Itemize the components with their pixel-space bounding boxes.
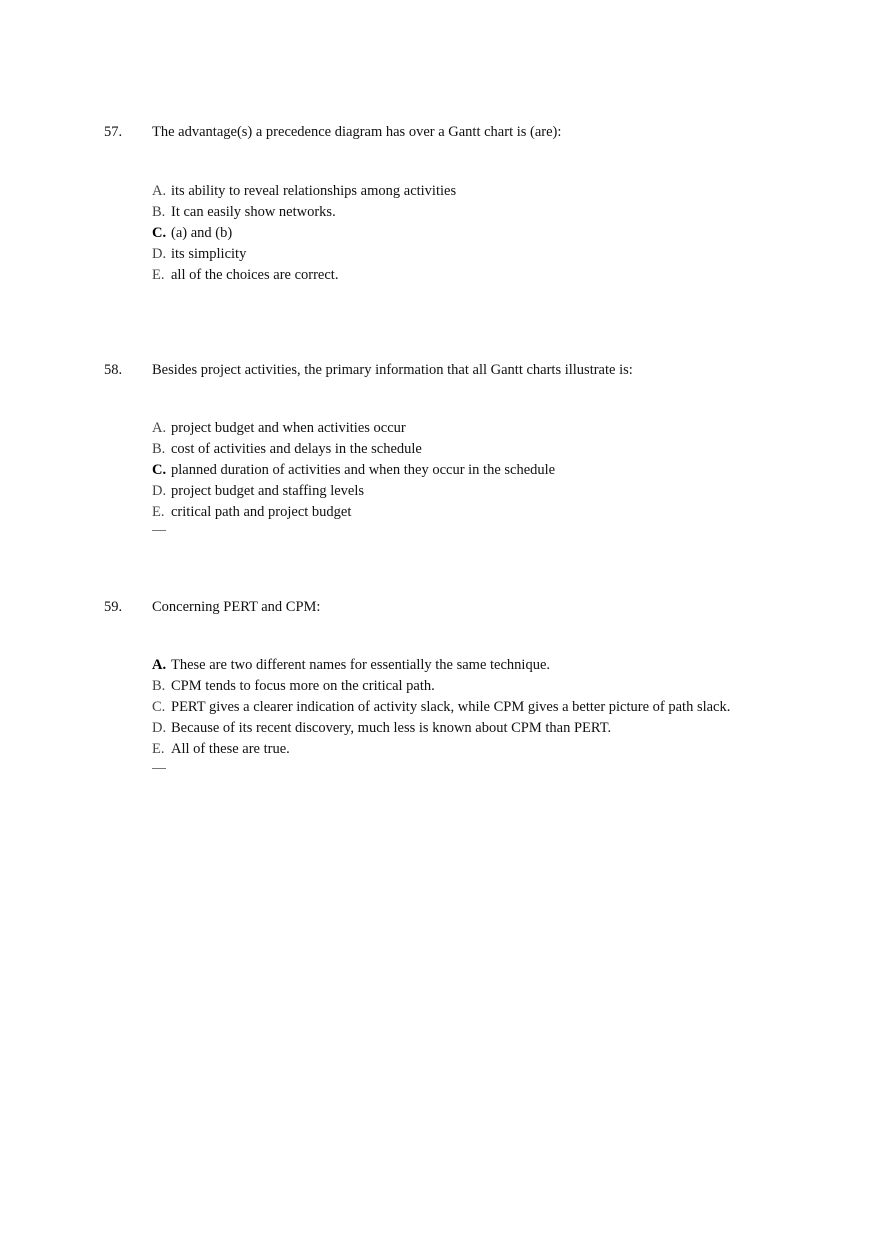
choice-text: planned duration of activities and when they occur in the schedule	[171, 462, 556, 478]
choice-letter: A.	[152, 420, 167, 436]
choice-text: All of these are true.	[171, 741, 290, 757]
choice-a-correct	[152, 655, 730, 676]
choice-a	[152, 181, 456, 202]
choice-text: critical path and project budget	[171, 504, 352, 520]
choice-letter: B.	[152, 441, 166, 457]
question-stem	[0, 599, 880, 623]
choice-c	[152, 697, 730, 718]
choice-d	[152, 481, 555, 502]
answer-separator-dash	[152, 768, 166, 769]
choice-letter: D.	[152, 483, 167, 499]
choice-text: all of the choices are correct.	[171, 267, 339, 283]
choice-letter: C.	[152, 699, 166, 715]
choice-letter: B.	[152, 204, 166, 220]
question-57	[0, 124, 880, 283]
choice-d	[152, 718, 730, 739]
question-number: 58.	[104, 362, 123, 378]
choice-letter: B.	[152, 678, 166, 694]
choice-letter: C.	[152, 225, 167, 241]
choice-e	[152, 739, 730, 760]
choice-text: It can easily show networks.	[171, 204, 336, 220]
question-stem	[0, 124, 880, 148]
choice-letter: A.	[152, 183, 167, 199]
choice-c-correct	[152, 223, 456, 244]
choice-e	[152, 502, 555, 523]
choice-b	[152, 439, 555, 460]
answer-separator-dash	[152, 530, 166, 531]
question-text: Besides project activities, the primary information that all Gantt charts illustrate is:	[152, 362, 633, 378]
choice-list	[152, 181, 456, 286]
choice-text: project budget and staffing levels	[171, 483, 365, 499]
choice-list	[152, 655, 730, 760]
choice-b	[152, 202, 456, 223]
question-59	[0, 599, 880, 757]
choice-b	[152, 676, 730, 697]
choice-text: (a) and (b)	[171, 225, 233, 241]
choice-c-correct	[152, 460, 555, 481]
choice-letter: A.	[152, 657, 167, 673]
question-58	[0, 362, 880, 520]
choice-text: its simplicity	[171, 246, 247, 262]
question-text: The advantage(s) a precedence diagram has over a Gantt chart is (are):	[152, 124, 562, 140]
choice-e	[152, 265, 456, 286]
choice-text: Because of its recent discovery, much less is known about CPM than PERT.	[171, 720, 612, 736]
choice-a	[152, 418, 555, 439]
question-stem	[0, 362, 880, 386]
choice-d	[152, 244, 456, 265]
choice-letter: D.	[152, 246, 167, 262]
choice-text: These are two different names for essentially the same technique.	[171, 657, 551, 673]
choice-text: CPM tends to focus more on the critical path.	[171, 678, 435, 694]
choice-letter: E.	[152, 504, 165, 520]
choice-text: cost of activities and delays in the schedule	[171, 441, 422, 457]
choice-list	[152, 418, 555, 523]
question-number: 57.	[104, 124, 123, 140]
choice-text: its ability to reveal relationships among activities	[171, 183, 457, 199]
choice-letter: C.	[152, 462, 167, 478]
choice-letter: E.	[152, 741, 165, 757]
question-text: Concerning PERT and CPM:	[152, 599, 321, 615]
choice-letter: D.	[152, 720, 167, 736]
choice-text: project budget and when activities occur	[171, 420, 406, 436]
choice-letter: E.	[152, 267, 165, 283]
choice-text: PERT gives a clearer indication of activity slack, while CPM gives a better picture of path slack.	[171, 699, 731, 715]
question-number: 59.	[104, 599, 123, 615]
